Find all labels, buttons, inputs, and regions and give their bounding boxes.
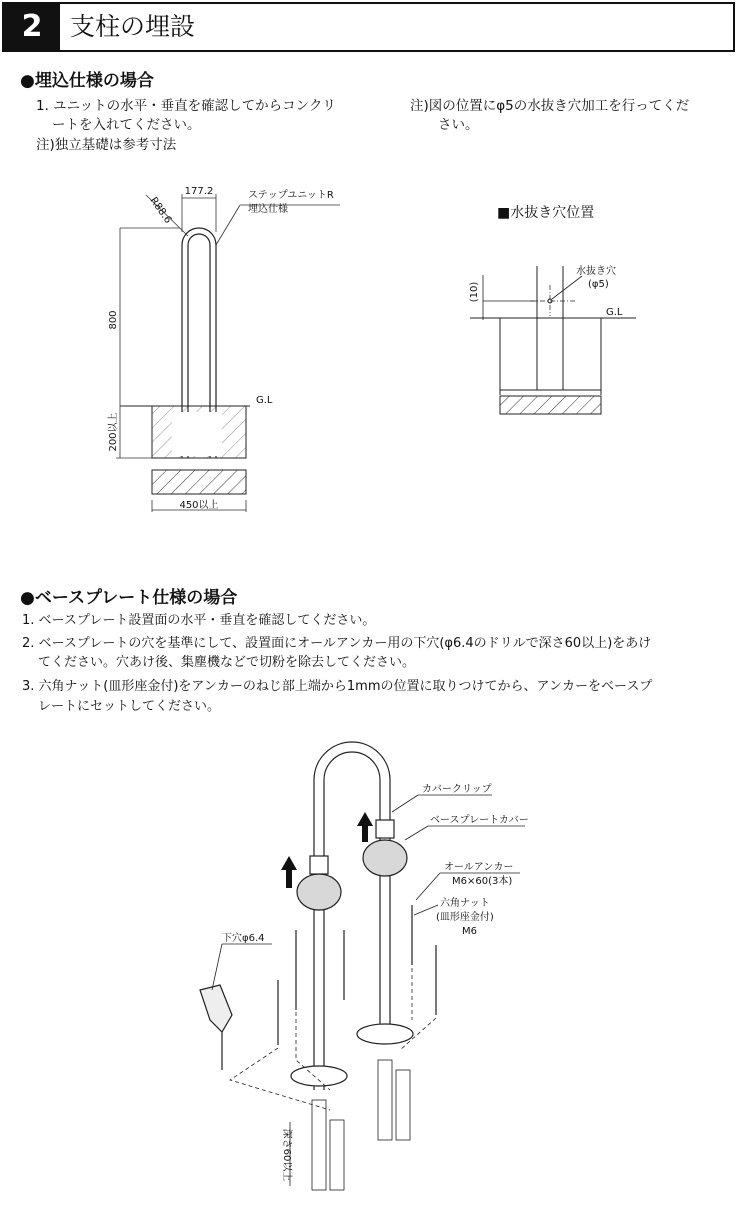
baseplate-diagram	[200, 742, 525, 1190]
baseplate-step3-line2: レートにセットしてください。	[38, 699, 221, 714]
section-number: 2	[4, 4, 60, 50]
offset-dim-label: (10)	[469, 281, 480, 303]
pilot-hole-label: 下穴φ6.4	[222, 933, 265, 944]
embed-step1-line2: ートを入れてください。	[52, 117, 201, 133]
hole-size-label: (φ5)	[588, 279, 609, 290]
anchor-label-line1: オールアンカー	[444, 862, 514, 873]
radius-label: R88.6	[147, 195, 174, 226]
baseplate-step2-line1: 2. ベースプレートの穴を基準にして、設置面にオールアンカー用の下穴(φ6.4のドリルで深さ60以上)をあけ	[22, 636, 652, 651]
drain-diagram	[470, 266, 636, 414]
depth-label: 深さ60以上	[281, 1128, 292, 1182]
embed-note: 注)独立基礎は参考寸法	[36, 137, 177, 153]
plate-cover-label: ベースプレートカバー	[430, 815, 529, 826]
nut-label-line3: M6	[462, 926, 477, 937]
hole-label: 水抜き穴	[576, 266, 616, 277]
embed-step1-line1: 1. ユニットの水平・垂直を確認してからコンクリ	[36, 98, 336, 114]
drain-title: ■水抜き穴位置	[497, 205, 595, 221]
baseplate-step3-line1: 3. 六角ナット(皿形座金付)をアンカーのねじ部上端から1mmの位置に取りつけてから、アンカーをベースプ	[22, 679, 653, 694]
width-dim-label: 177.2	[184, 186, 214, 197]
section-title: 支柱の埋設	[70, 12, 196, 41]
cover-clip-label: カバークリップ	[422, 784, 492, 795]
base-dim-label: 450以上	[179, 500, 219, 511]
drain-note-line2: さい。	[438, 117, 479, 133]
baseplate-heading: ●ベースプレート仕様の場合	[20, 588, 238, 608]
nut-label-line1: 六角ナット	[440, 898, 490, 909]
dimension-lines	[116, 194, 340, 512]
foundation	[120, 406, 250, 494]
depth-dim-label: 200以上	[108, 412, 119, 452]
gl-label: G.L	[256, 395, 273, 406]
unit-label-line1: ステップユニットR	[248, 190, 334, 201]
drain-note-line1: 注)図の位置にφ5の水抜き穴加工を行ってくだ	[410, 98, 690, 114]
unit-label-line2: 埋込仕様	[248, 204, 288, 215]
drain-gl-label: G.L	[606, 307, 623, 318]
nut-label-line2: (皿形座金付)	[436, 912, 494, 923]
up-arrow-icon	[357, 812, 373, 842]
up-arrow-icon	[281, 856, 297, 888]
anchor-label-line2: M6×60(3本)	[452, 876, 513, 887]
embed-heading: ●埋込仕様の場合	[20, 71, 154, 91]
dimension-labels	[106, 186, 334, 511]
height-dim-label: 800	[108, 310, 119, 330]
baseplate-step1: 1. ベースプレート設置面の水平・垂直を確認してください。	[22, 613, 376, 628]
baseplate-step2-line2: てください。穴あけ後、集塵機などで切粉を除去してください。	[38, 655, 416, 670]
